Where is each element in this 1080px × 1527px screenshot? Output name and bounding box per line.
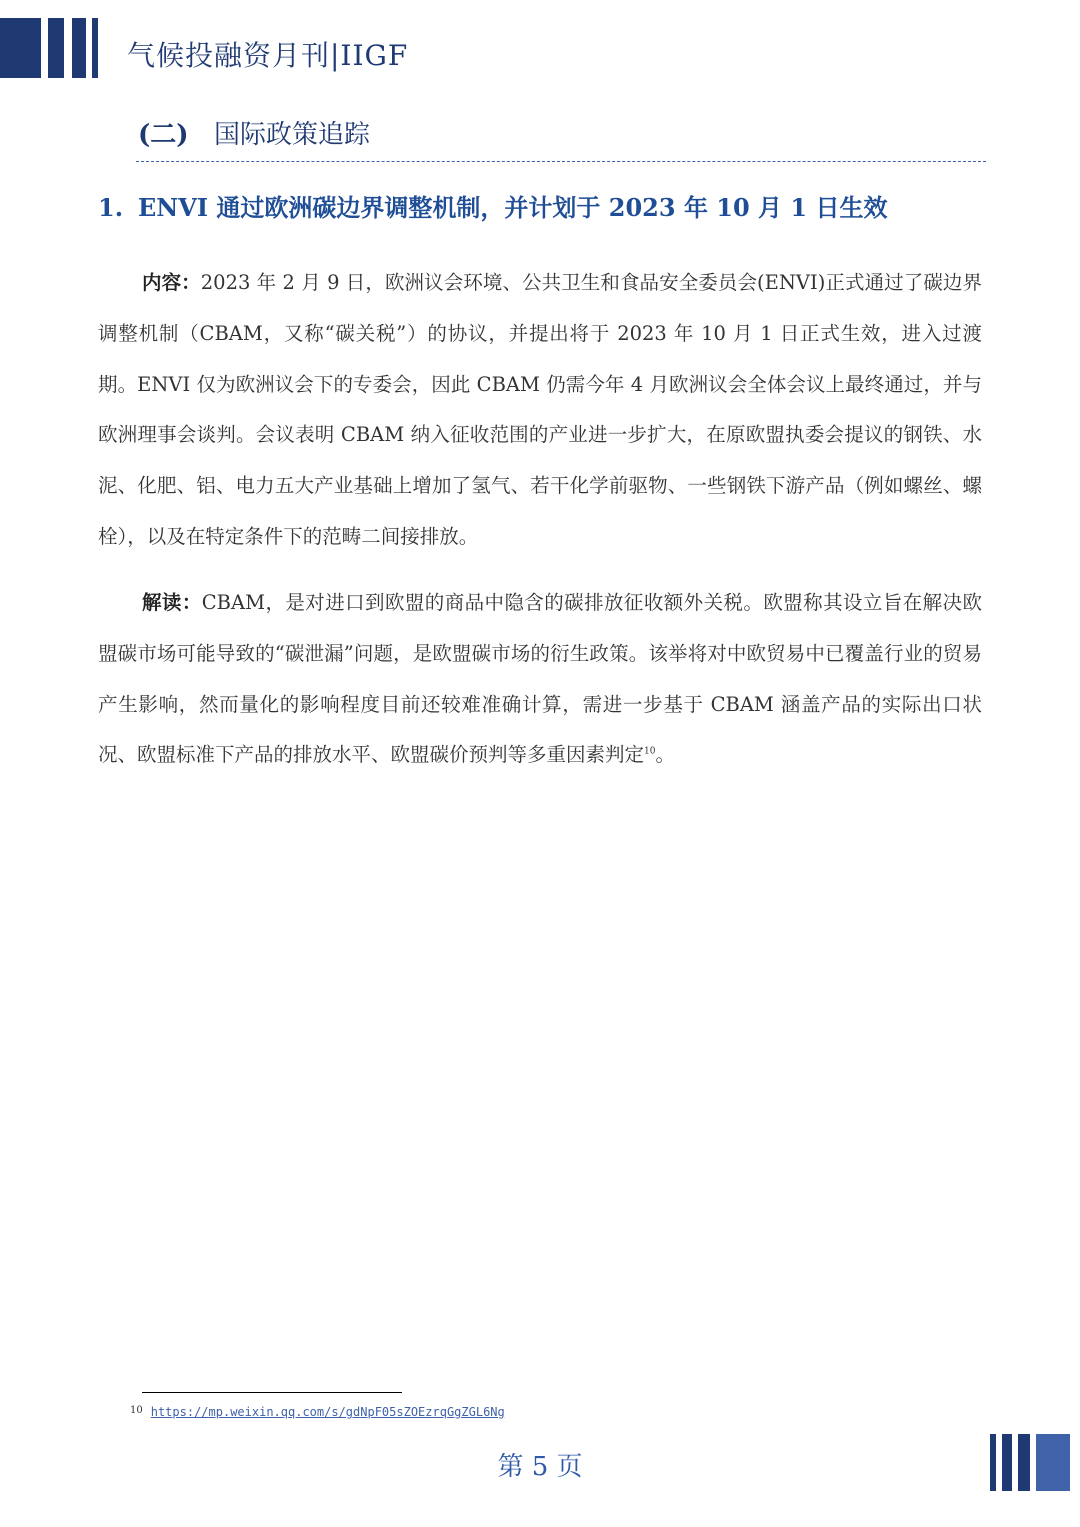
logo-bar (1002, 1434, 1012, 1491)
interpretation-text: CBAM，是对进口到欧盟的商品中隐含的碳排放征收额外关税。欧盟称其设立旨在解决欧盟碳市场可能导致的“碳泄漏”问题，是欧盟碳市场的衍生政策。该举将对中欧贸易中已覆盖行业的贸易产生影响，然而量化的影响程度目前还较难准确计算，需进一步基于 CBAM 涵盖产品的实际出口状况、欧盟标准下产品的排放水平、欧盟碳价预判等多重因素判定 (98, 591, 982, 767)
page-number: 第 5 页 (497, 1452, 583, 1482)
interpretation-paragraph (98, 578, 982, 781)
footnote-link[interactable]: https://mp.weixin.qq.com/s/gdNpF05sZOEzrqGgZGL6Ng (150, 1405, 505, 1419)
logo-bar (92, 18, 98, 78)
content-paragraph (98, 258, 982, 563)
item-heading (98, 188, 887, 223)
publication-title: 气候投融资月刊|IIGF (127, 39, 409, 72)
logo-bar (1018, 1434, 1030, 1491)
footnote-number: 10 (130, 1405, 143, 1416)
section-heading (138, 114, 370, 151)
content-text: 2023 年 2 月 9 日，欧洲议会环境、公共卫生和食品安全委员会(ENVI)正式通过了碳边界调整机制（CBAM，又称“碳关税”）的协议，并提出将于 2023 年 10 月 1 日正式生效，进入过渡期。ENVI 仅为欧洲议会下的专委会，因此 CBAM 仍需今年 4 月欧洲议会全体会议上最终通过，并与欧洲理事会谈判。会议表明 CBAM 纳入征收范围的产业进一步扩大，在原欧盟执委会提议的钢铁、水泥、化肥、铝、电力五大产业基础上增加了氢气、若干化学前驱物、一些钢铁下游产品（例如螺丝、螺栓），以及在特定条件下的范畴二间接排放。 (98, 271, 982, 548)
item-number: 1. (98, 193, 124, 222)
interpretation-label: 解读： (142, 591, 202, 614)
logo-bar (48, 18, 64, 78)
section-number: (二) (138, 120, 189, 150)
section-divider (136, 161, 986, 162)
interpretation-end: 。 (655, 743, 675, 767)
logo-bar (72, 18, 86, 78)
footnote-divider (142, 1392, 402, 1393)
footnote (130, 1405, 505, 1420)
section-title: 国际政策追踪 (214, 120, 371, 150)
item-title: ENVI 通过欧洲碳边界调整机制，并计划于 2023 年 10 月 1 日生效 (138, 193, 888, 222)
logo-bar (0, 18, 41, 78)
content-label: 内容： (142, 271, 201, 294)
footnote-reference[interactable]: 10 (644, 746, 656, 757)
logo-bar (1036, 1434, 1070, 1491)
logo-bar (990, 1434, 996, 1491)
